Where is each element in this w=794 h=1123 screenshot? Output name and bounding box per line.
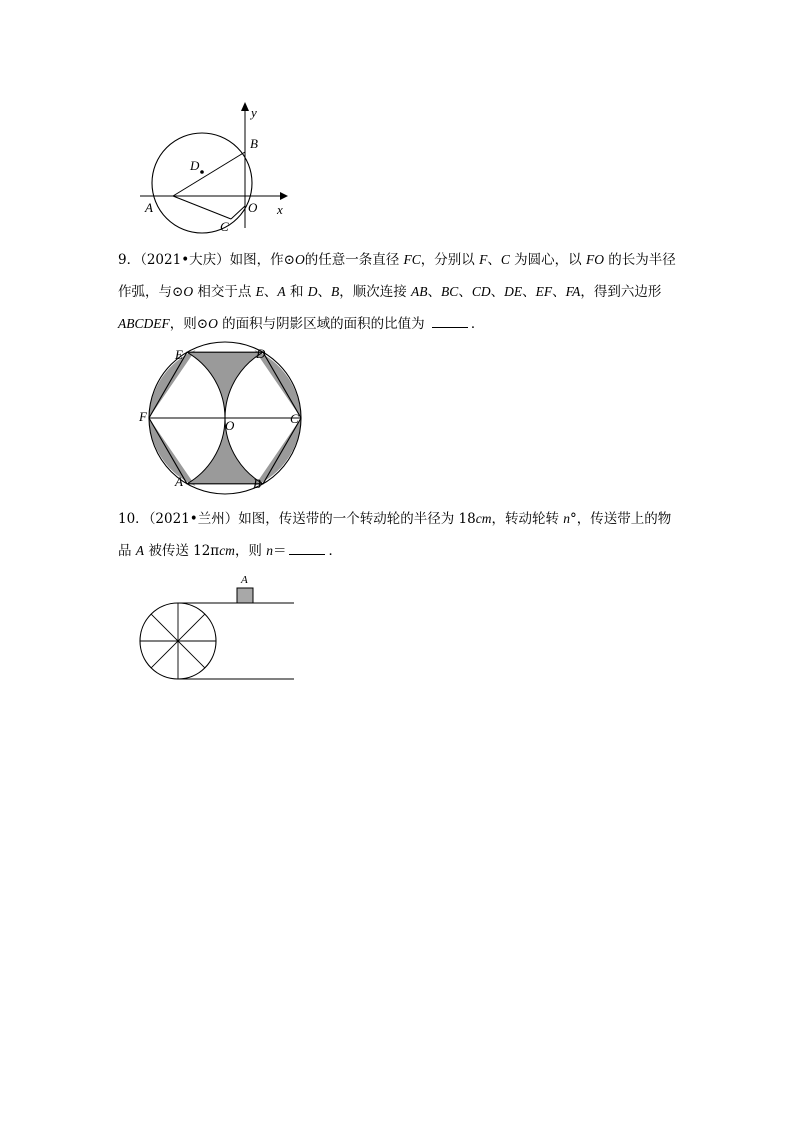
figure-conveyor-belt [130,568,305,686]
fig2-label-c: C [290,411,299,426]
answer-blank-9[interactable] [432,315,468,328]
fig1-label-y: y [251,105,257,120]
fig1-label-d: D [190,158,200,173]
fig2-label-d: D [256,346,266,361]
fig1-label-b: B [250,136,258,151]
item-a-box [237,588,253,603]
answer-blank-10[interactable] [289,542,325,555]
fig2-label-a: A [175,474,183,489]
fig3-label-a: A [241,574,248,586]
figure-hexagon-circle [135,340,315,495]
fig1-label-x: x [277,202,283,217]
fig1-label-c: C [220,219,229,234]
fig1-label-o: O [248,200,258,215]
fig2-label-f: F [139,409,147,424]
problem-10-text: 10．（2021•兰州）如图，传送带的一个转动轮的半径为 18cm，转动轮转 n°，传送带上的物品 A 被传送 12πcm，则 n＝ ． [118,511,672,559]
problem-9-text: 9．（2021•大庆）如图，作⊙O的任意一条直径 FC，分别以 F、C 为圆心，以 FO 的长为半径作弧，与⊙O 相交于点 E、A 和 D、B，顺次连接 AB、BC、CD、DE、EF、FA，得到六边形 ABCDEF，则⊙O 的面积与阴影区域的面积的比值为 ． [118,252,676,332]
figure-circle-axes [130,100,300,235]
fig2-label-e: E [175,347,183,362]
fig2-label-b: B [253,476,261,491]
problem-9 [118,244,678,340]
fig1-label-a: A [145,200,153,215]
fig2-label-o: O [225,418,235,433]
problem-10 [118,503,678,567]
